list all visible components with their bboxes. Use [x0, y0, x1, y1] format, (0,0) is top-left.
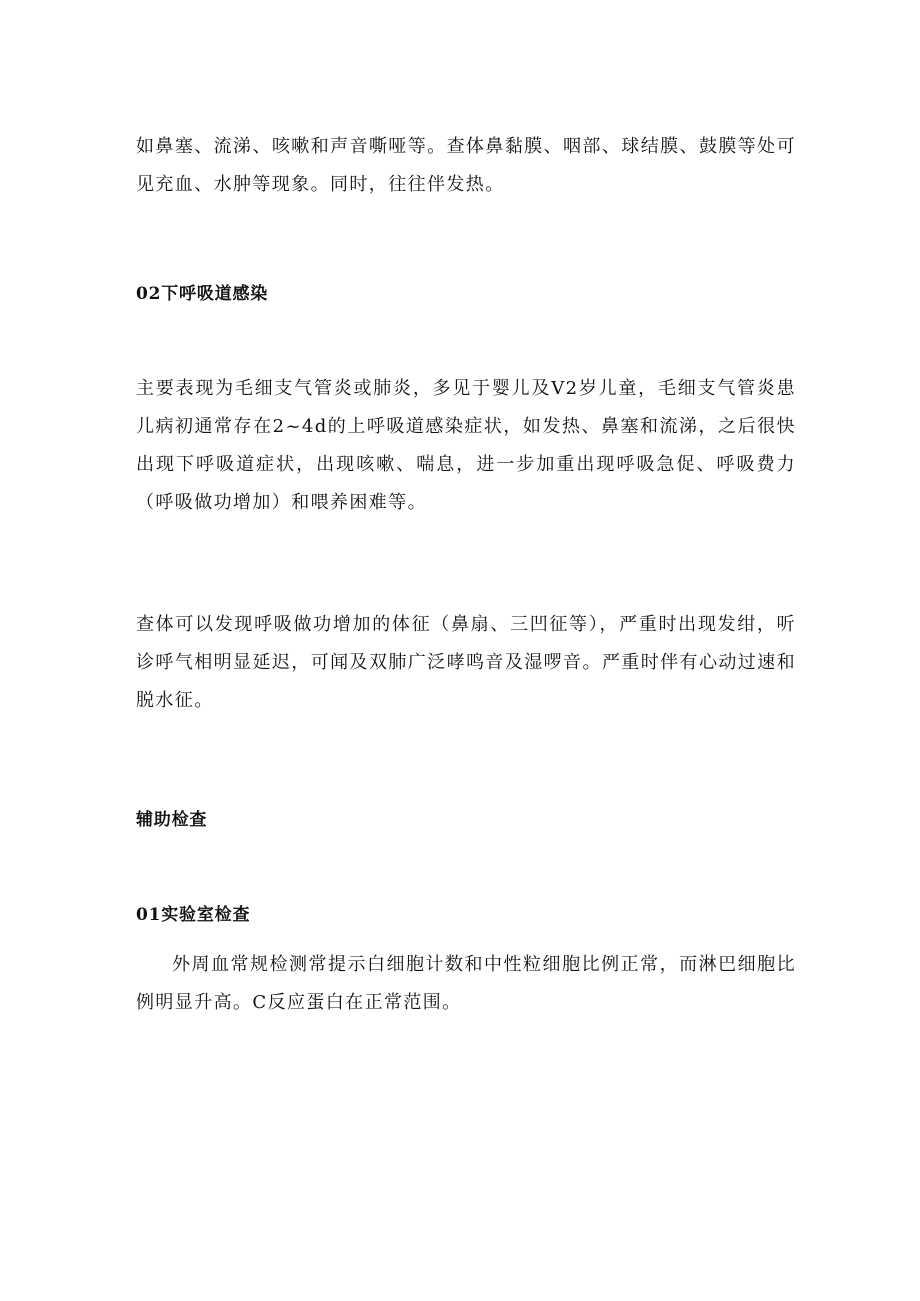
heading-auxiliary-exam: 辅助检查: [136, 810, 208, 830]
paragraph-physical-exam: 查体可以发现呼吸做功增加的体征（鼻扇、三凹征等），严重时出现发绀，听诊呼气相明显延迟，可闻及双肺广泛哮鸣音及湿啰音。严重时伴有心动过速和脱水征。: [136, 614, 796, 711]
heading-lab-exam: 01实验室检查: [136, 905, 251, 925]
paragraph-upper-respiratory-symptoms: 如鼻塞、流涕、咳嗽和声音嘶哑等。查体鼻黏膜、咽部、球结膜、鼓膜等处可见充血、水肿等现象。同时，往往伴发热。: [136, 136, 796, 195]
paragraph-lower-respiratory-presentation: 主要表现为毛细支气管炎或肺炎，多见于婴儿及V2岁儿童，毛细支气管炎患儿病初通常存在2~4d的上呼吸道感染症状，如发热、鼻塞和流涕，之后很快出现下呼吸道症状，出现咳嗽、喘息，进一步加重出现呼吸急促、呼吸费力（呼吸做功增加）和喂养困难等。: [136, 378, 796, 513]
heading-lower-respiratory-infection: 02下呼吸道感染: [136, 284, 269, 304]
paragraph-lab-results: 外周血常规检测常提示白细胞计数和中性粒细胞比例正常，而淋巴细胞比例明显升高。C反应蛋白在正常范围。: [136, 954, 796, 1013]
